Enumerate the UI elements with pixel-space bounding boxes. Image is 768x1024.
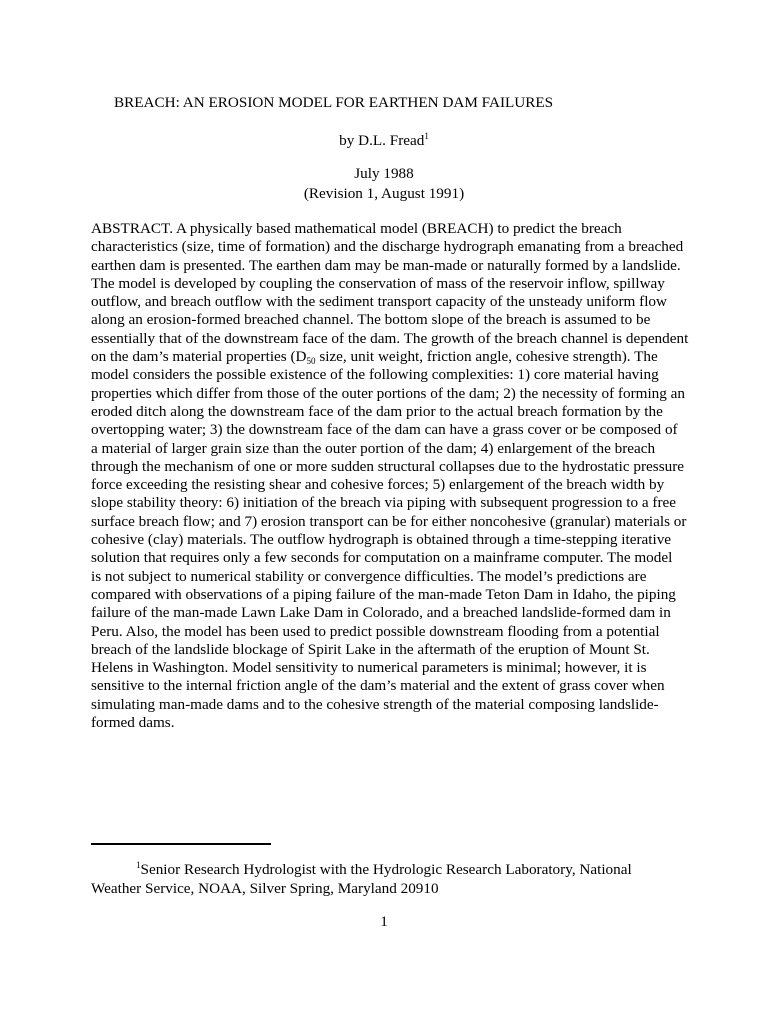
abstract-line: is not subject to numerical stability or convergence difficulties. The model’s predictions are [91, 567, 647, 585]
abstract-line: model considers the possible existence of the following complexities: 1) core material having [91, 366, 659, 384]
author-byline-text: by D.L. Fread [339, 132, 425, 149]
abstract-line: formed dams. [91, 714, 175, 732]
abstract-line: Helens in Washington. Model sensitivity to numerical parameters is minimal; however, it is [91, 659, 647, 677]
abstract-line: sensitive to the internal friction angle of the dam’s material and the extent of grass cover when [91, 677, 665, 695]
abstract-line: compared with observations of a piping failure of the man-made Teton Dam in Idaho, the piping [91, 585, 676, 603]
footnote [91, 860, 691, 898]
abstract-line: force exceeding the resisting shear and cohesive forces; 5) enlargement of the breach width by [91, 476, 665, 494]
abstract-line: through the mechanism of one or more sudden structural collapses due to the hydrostatic pressure [91, 457, 684, 475]
abstract-line: ABSTRACT. A physically based mathematical model (BREACH) to predict the breach [91, 220, 622, 237]
abstract-line: solution that requires only a few seconds for computation on a mainframe computer. The model [91, 549, 673, 567]
abstract-line: cohesive (clay) materials. The outflow hydrograph is obtained through a time-stepping iterative [91, 531, 672, 549]
footnote-text: Senior Research Hydrologist with the Hydrologic Research Laboratory, National [140, 861, 632, 878]
footnote-separator [91, 843, 271, 845]
footnote-mark: 1 [136, 860, 141, 870]
date-block [0, 164, 768, 203]
paper-title: BREACH: AN EROSION MODEL FOR EARTHEN DAM FAILURES [114, 94, 554, 111]
abstract-line: failure of the man-made Lawn Lake Dam in Colorado, and a breached landslide-formed dam in [91, 604, 671, 622]
revision-note: (Revision 1, August 1991) [303, 184, 465, 202]
abstract-line-segment: size, unit weight, friction angle, cohesive strength). The [315, 348, 658, 366]
abstract-line: The model is developed by coupling the conservation of mass of the reservoir inflow, spillway [91, 274, 665, 292]
abstract-line: overtopping water; 3) the downstream face of the dam can have a grass cover or be composed of [91, 421, 678, 439]
abstract-line: properties which differ from those of the outer portions of the dam; 2) the necessity of forming an [91, 384, 685, 402]
author-byline [0, 131, 768, 151]
d50-subscript: 50 [306, 356, 316, 367]
abstract-line: essentially that of the downstream face of the dam. The growth of the breach channel is dependent [91, 329, 689, 347]
abstract-line: outflow, and breach outflow with the sediment transport capacity of the unsteady uniform flow [91, 293, 667, 311]
footnote-line [91, 860, 691, 879]
abstract-paragraph [91, 220, 691, 732]
publication-date: July 1988 [354, 165, 414, 182]
abstract-line: earthen dam is presented. The earthen dam may be man-made or naturally formed by a landslide. [91, 256, 681, 274]
abstract-line [91, 348, 691, 366]
author-footnote-mark: 1 [424, 131, 429, 141]
abstract-line: along an erosion-formed breached channel. The bottom slope of the breach is assumed to be [91, 311, 651, 329]
abstract-line-segment: on the dam’s material properties (D [91, 348, 307, 366]
page-number: 1 [380, 913, 388, 930]
abstract-line: eroded ditch along the downstream face of the dam prior to the actual breach formation by the [91, 402, 663, 420]
abstract-line: Peru. Also, the model has been used to predict possible downstream flooding from a potential [91, 622, 660, 640]
abstract-line: surface breach flow; and 7) erosion transport can be for either noncohesive (granular) materials or [91, 512, 687, 530]
abstract-line: characteristics (size, time of formation) and the discharge hydrograph emanating from a breached [91, 238, 684, 256]
abstract-line: breach of the landslide blockage of Spirit Lake in the aftermath of the eruption of Mount St. [91, 640, 650, 658]
footnote-line: Weather Service, NOAA, Silver Spring, Maryland 20910 [91, 880, 439, 897]
abstract-line: a material of larger grain size than the outer portion of the dam; 4) enlargement of the breach [91, 439, 656, 457]
abstract-line: simulating man-made dams and to the cohesive strength of the material composing landslide- [91, 695, 659, 713]
abstract-line: slope stability theory: 6) initiation of the breach via piping with subsequent progression to a free [91, 494, 677, 512]
